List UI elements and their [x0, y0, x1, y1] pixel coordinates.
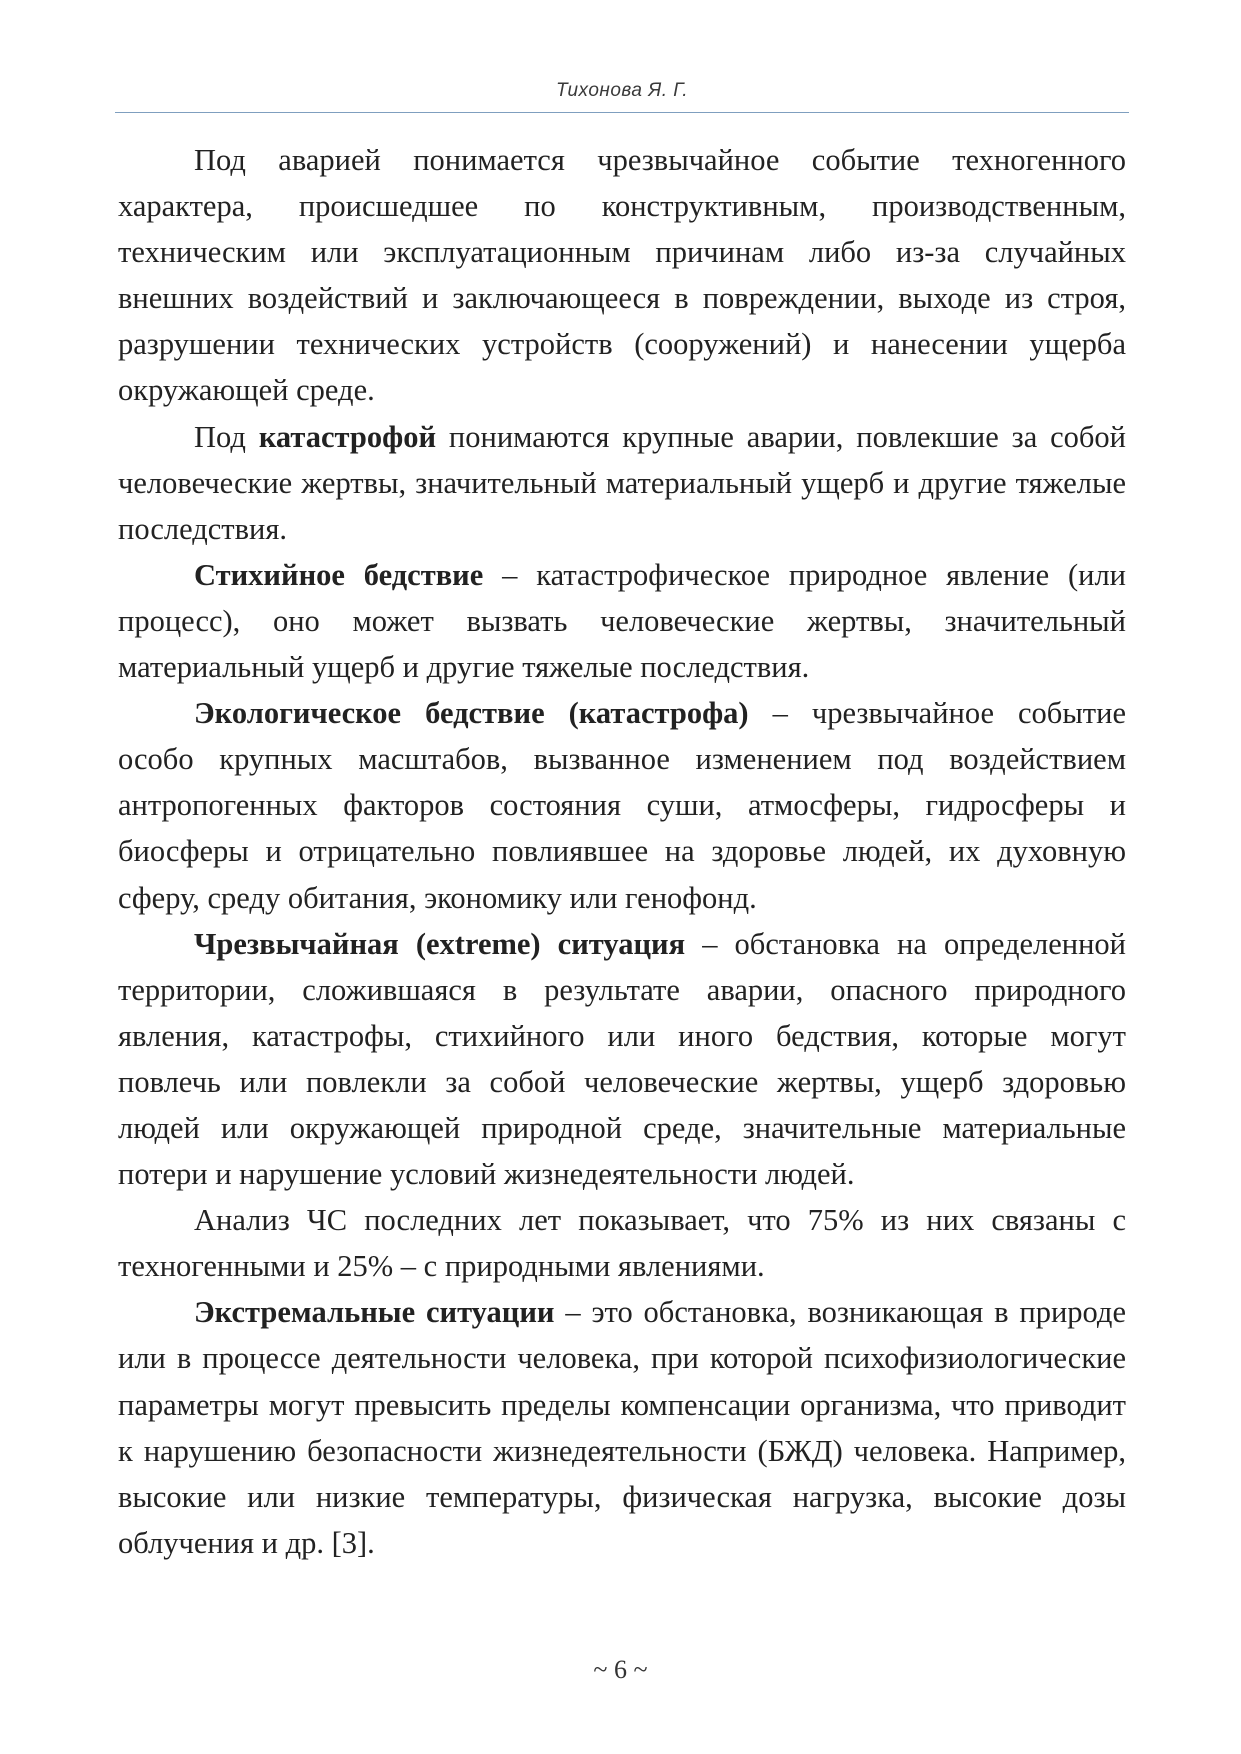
paragraph-text: – обстановка на определенной территории, сложившаяся в результате аварии, опасного природного явления, катастрофы, стихийного или иного бедствия, которые могут повлечь или повлекли за собой человеческие жертвы, ущерб здоровью людей или окружающей природной среде, значительные материальные потери и нарушение условий жизнедеятельности людей. — [118, 926, 1126, 1192]
term-emergency-situation: Чрезвычайная (extreme) ситуация — [194, 926, 686, 961]
paragraph-catastrophe-definition — [118, 414, 1126, 552]
term-ecological-disaster: Экологическое бедствие (катастрофа) — [194, 696, 749, 731]
paragraph-text: понимаются крупные аварии, повлекшие за собой человеческие жертвы, значительный материальный ущерб и другие тяжелые последствия. — [118, 419, 1126, 546]
paragraph-text: Анализ ЧС последних лет показывает, что 75% из них связаны с техногенными и 25% – с природными явлениями. — [118, 1203, 1126, 1284]
page-number: ~ 6 ~ — [593, 1655, 648, 1684]
paragraph-text: – это обстановка, возникающая в природе или в процессе деятельности человека, при которой психофизиологические параметры могут превысить пределы компенсации организма, что приводит к нарушению безопасности жизнедеятельности (БЖД) человека. Например, высокие или низкие температуры, физическая нагрузка, высокие дозы облучения и др. [3]. — [118, 1295, 1126, 1560]
term-natural-disaster: Стихийное бедствие — [194, 557, 484, 592]
paragraph-extreme-situations-definition — [118, 1289, 1126, 1566]
term-catastrophe: катастрофой — [258, 419, 437, 454]
body-text — [118, 137, 1126, 1566]
paragraph-text: – катастрофическое природное явление (или процесс), оно может вызвать человеческие жертвы, значительный материальный ущерб и другие тяжелые последствия. — [118, 557, 1126, 685]
paragraph-emergency-statistics — [118, 1197, 1126, 1289]
term-extreme-situations: Экстремальные ситуации — [194, 1295, 555, 1330]
header-divider — [115, 112, 1129, 113]
paragraph-ecological-disaster-definition — [118, 690, 1126, 920]
paragraph-accident-definition — [118, 137, 1126, 414]
running-header-author: Тихонова Я. Г. — [556, 80, 688, 101]
paragraph-emergency-situation-definition — [118, 921, 1126, 1198]
paragraph-text: Под аварией понимается чрезвычайное событие техногенного характера, происшедшее по конструктивным, производственным, техническим или эксплуатационным причинам либо из-за случайных внешних воздействий и заключающееся в повреждении, выходе из строя, разрушении технических устройств (сооружений) и нанесении ущерба окружающей среде. — [118, 143, 1126, 408]
paragraph-natural-disaster-definition — [118, 552, 1126, 690]
paragraph-lead: Под — [194, 419, 259, 454]
paragraph-text: – чрезвычайное событие особо крупных масштабов, вызванное изменением под воздействием антропогенных факторов состояния суши, атмосферы, гидросферы и биосферы и отрицательно повлиявшее на здоровье людей, их духовную сферу, среду обитания, экономику или генофонд. — [118, 696, 1126, 915]
